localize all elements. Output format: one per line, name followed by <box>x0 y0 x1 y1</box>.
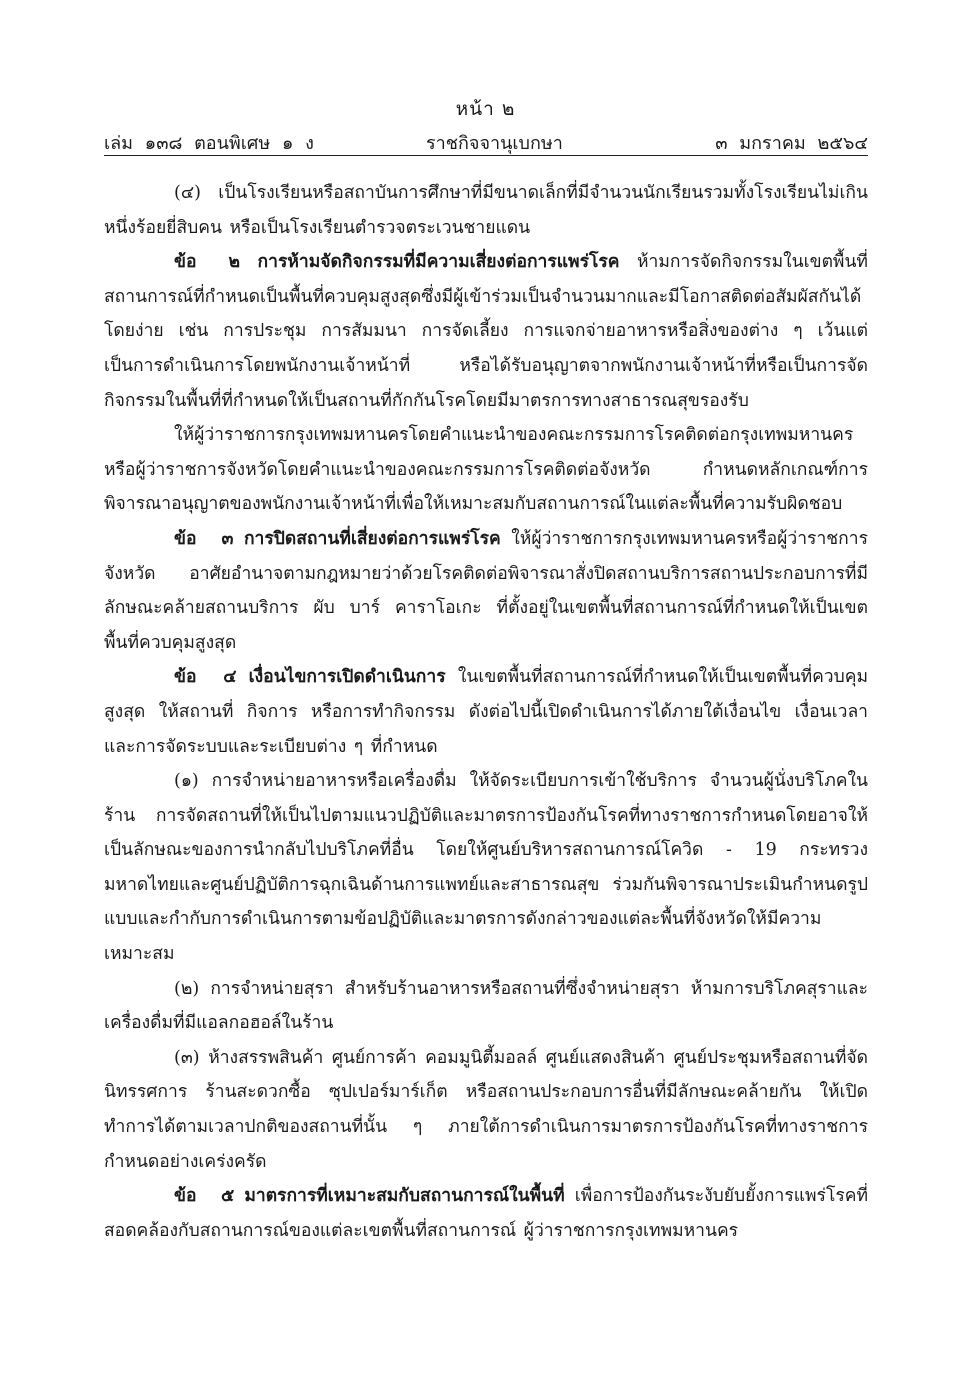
paragraph-text: ให้ผู้ว่าราชการกรุงเทพมหานครหรือผู้ว่าราชการจังหวัด อาศัยอำนาจตามกฎหมายว่าด้วยโรคติดต่อพิจารณาสั่งปิดสถานบริการสถานประกอบการที่มีลักษณะคล้ายสถานบริการ ผับ บาร์ คาราโอเกะ ที่ตั้งอยู่ในเขตพื้นที่สถานการณ์ที่กำหนดให้เป็นเขตพื้นที่ควบคุมสูงสุด <box>104 528 868 653</box>
clause-heading: การปิดสถานที่เสี่ยงต่อการแพร่โรค <box>243 528 501 549</box>
gazette-header <box>104 128 868 158</box>
publication-date: ๓ มกราคม ๒๕๖๔ <box>715 133 868 154</box>
publication-title: ราชกิจจานุเบกษา <box>426 133 563 154</box>
paragraph-clause-3 <box>104 522 868 660</box>
page-number: หน้า ๒ <box>455 98 516 120</box>
paragraph-text: เป็นโรงเรียนหรือสถาบันการศึกษาที่มีขนาดเล็กที่มีจำนวนนักเรียนรวมทั้งโรงเรียนไม่เกินหนึ่งร้อยยี่สิบคน หรือเป็นโรงเรียนตำรวจตระเวนชายแดน <box>104 183 868 238</box>
clause-number: ข้อ ๕ <box>174 1186 235 1207</box>
paragraph-clause-5 <box>104 1179 868 1248</box>
paragraph-text: ในเขตพื้นที่สถานการณ์ที่กำหนดให้เป็นเขตพื้นที่ควบคุมสูงสุด ให้สถานที่ กิจการ หรือการทำกิจกรรม ดังต่อไปนี้เปิดดำเนินการได้ภายใต้เงื่อนไข เงื่อนเวลาและการจัดระบบและระเบียบต่าง ๆ ที่กำหนด <box>104 667 868 757</box>
clause-number: ข้อ ๔ <box>174 667 237 688</box>
clause-number: ข้อ ๒ <box>174 252 241 273</box>
paragraph-sub-item-1 <box>104 764 868 972</box>
paragraph-text: การจำหน่ายสุรา สำหรับร้านอาหารหรือสถานที่ซึ่งจำหน่ายสุรา ห้ามการบริโภคสุราและเครื่องดื่มที่มีแอลกอฮอล์ในร้าน <box>104 978 868 1034</box>
paragraph-clause-4 <box>104 660 868 764</box>
document-body <box>104 176 868 1248</box>
clause-heading: เงื่อนไขการเปิดดำเนินการ <box>248 667 446 688</box>
header-divider <box>104 155 868 156</box>
paragraph-clause-2 <box>104 245 868 418</box>
sub-item-number: (๑) <box>174 771 199 792</box>
sub-item-number: (๔) <box>174 183 201 203</box>
paragraph-text: ห้างสรรพสินค้า ศูนย์การค้า คอมมูนิตี้มอลล์ ศูนย์แสดงสินค้า ศูนย์ประชุมหรือสถานที่จัดนิทรรศการ ร้านสะดวกซื้อ ซุปเปอร์มาร์เก็ต หรือสถานประกอบการอื่นที่มีลักษณะคล้ายกัน ให้เปิดทำการได้ตามเวลาปกติของสถานที่นั้น ๆ ภายใต้การดำเนินการมาตรการป้องกันโรคที่ทางราชการกำหนดอย่างเคร่งครัด <box>104 1047 868 1172</box>
clause-heading: การห้ามจัดกิจกรรมที่มีความเสี่ยงต่อการแพร่โรค <box>257 252 620 273</box>
clause-heading: มาตรการที่เหมาะสมกับสถานการณ์ในพื้นที่ <box>244 1186 565 1207</box>
paragraph-sub-item-4 <box>104 176 868 245</box>
sub-item-number: (๒) <box>174 978 200 999</box>
paragraph-text: การจำหน่ายอาหารหรือเครื่องดื่ม ให้จัดระเบียบการเข้าใช้บริการ จำนวนผู้นั่งบริโภคในร้าน การจัดสถานที่ให้เป็นไปตามแนวปฏิบัติและมาตรการป้องกันโรคที่ทางราชการกำหนดโดยอาจให้เป็นลักษณะของการนำกลับไปบริโภคที่อื่น โดยให้ศูนย์บริหารสถานการณ์โควิด - 19 กระทรวงมหาดไทยและศูนย์ปฏิบัติการฉุกเฉินด้านการแพทย์และสาธารณสุข ร่วมกันพิจารณาประเมินกำหนดรูปแบบและกำกับการดำเนินการตามข้อปฏิบัติและมาตรการดังกล่าวของแต่ละพื้นที่จังหวัดให้มีความเหมาะสม <box>104 771 868 965</box>
clause-number: ข้อ ๓ <box>174 528 234 549</box>
volume-issue: เล่ม ๑๓๘ ตอนพิเศษ ๑ ง <box>104 133 314 154</box>
paragraph-sub-item-2 <box>104 972 868 1041</box>
sub-item-number: (๓) <box>174 1047 200 1068</box>
paragraph-clause-2-continued <box>104 418 868 522</box>
paragraph-sub-item-3 <box>104 1041 868 1179</box>
paragraph-text: ให้ผู้ว่าราชการกรุงเทพมหานครโดยคำแนะนำของคณะกรรมการโรคติดต่อกรุงเทพมหานครหรือผู้ว่าราชการจังหวัดโดยคำแนะนำของคณะกรรมการโรคติดต่อจังหวัด กำหนดหลักเกณฑ์การพิจารณาอนุญาตของพนักงานเจ้าหน้าที่เพื่อให้เหมาะสมกับสถานการณ์ในแต่ละพื้นที่ความรับผิดชอบ <box>104 425 868 515</box>
paragraph-text: ห้ามการจัดกิจกรรมในเขตพื้นที่สถานการณ์ที่กำหนดเป็นพื้นที่ควบคุมสูงสุดซึ่งมีผู้เข้าร่วมเป็นจำนวนมากและมีโอกาสติดต่อสัมผัสกันได้โดยง่าย เช่น การประชุม การสัมมนา การจัดเลี้ยง การแจกจ่ายอาหารหรือสิ่งของต่าง ๆ เว้นแต่เป็นการดำเนินการโดยพนักงานเจ้าหน้าที่ หรือได้รับอนุญาตจากพนักงานเจ้าหน้าที่หรือเป็นการจัดกิจกรรมในพื้นที่ที่กำหนดให้เป็นสถานที่กักกันโรคโดยมีมาตรการทางสาธารณสุขรองรับ <box>104 252 868 411</box>
paragraph-text: เพื่อการป้องกันระงับยับยั้งการแพร่โรคที่สอดคล้องกับสถานการณ์ของแต่ละเขตพื้นที่สถานการณ์ ผู้ว่าราชการกรุงเทพมหานคร <box>104 1186 868 1241</box>
